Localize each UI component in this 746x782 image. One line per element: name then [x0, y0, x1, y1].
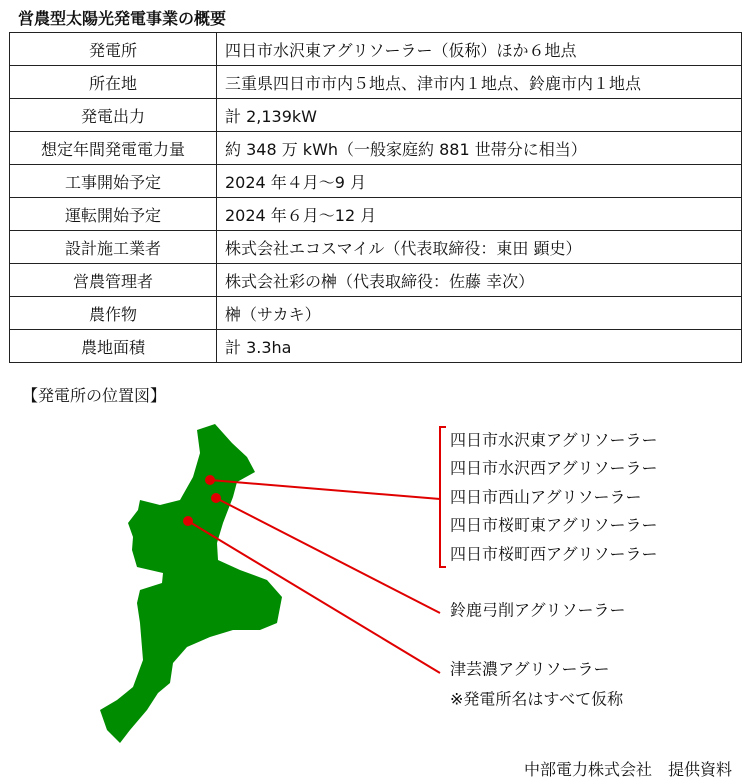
row-value: 株式会社彩の榊（代表取締役：佐藤 幸次） — [217, 264, 742, 297]
row-value: 榊（サカキ） — [217, 297, 742, 330]
row-label: 工事開始予定 — [10, 165, 217, 198]
site-label: 四日市西山アグリソーラー — [450, 487, 642, 507]
row-label: 農地面積 — [10, 330, 217, 363]
site-label: 鈴鹿弓削アグリソーラー — [450, 600, 626, 620]
row-value: 計 2,139kW — [217, 99, 742, 132]
row-value: 約 348 万 kWh（一般家庭約 881 世帯分に相当） — [217, 132, 742, 165]
leader-line-yokkaichi — [210, 480, 440, 499]
marker-yokkaichi — [205, 475, 215, 485]
mie-prefecture-map — [100, 424, 282, 743]
source-credit: 中部電力株式会社 提供資料 — [523, 760, 732, 779]
marker-tsu — [183, 516, 193, 526]
row-label: 運転開始予定 — [10, 198, 217, 231]
yokkaichi-bracket — [440, 427, 446, 567]
row-value: 三重県四日市市内５地点、津市内１地点、鈴鹿市内１地点 — [217, 66, 742, 99]
row-label: 所在地 — [10, 66, 217, 99]
site-label: 四日市水沢西アグリソーラー — [450, 458, 658, 478]
site-label: 四日市桜町東アグリソーラー — [450, 515, 658, 535]
row-value: 2024 年６月～12 月 — [217, 198, 742, 231]
row-value: 四日市水沢東アグリソーラー（仮称）ほか６地点 — [217, 33, 742, 66]
site-label: 四日市水沢東アグリソーラー — [450, 430, 658, 450]
row-label: 農作物 — [10, 297, 217, 330]
row-label: 想定年間発電電力量 — [10, 132, 217, 165]
row-value: 2024 年４月～9 月 — [217, 165, 742, 198]
site-label: 四日市桜町西アグリソーラー — [450, 544, 658, 564]
row-label: 発電出力 — [10, 99, 217, 132]
row-value: 株式会社エコスマイル（代表取締役：東田 顕史） — [217, 231, 742, 264]
map-heading: 【発電所の位置図】 — [22, 386, 167, 405]
name-note: ※発電所名はすべて仮称 — [450, 689, 624, 709]
row-label: 発電所 — [10, 33, 217, 66]
site-label: 津芸濃アグリソーラー — [450, 659, 610, 679]
row-label: 設計施工業者 — [10, 231, 217, 264]
marker-suzuka — [211, 493, 221, 503]
row-value: 計 3.3ha — [217, 330, 742, 363]
row-label: 営農管理者 — [10, 264, 217, 297]
document-title: 営農型太陽光発電事業の概要 — [18, 9, 227, 28]
